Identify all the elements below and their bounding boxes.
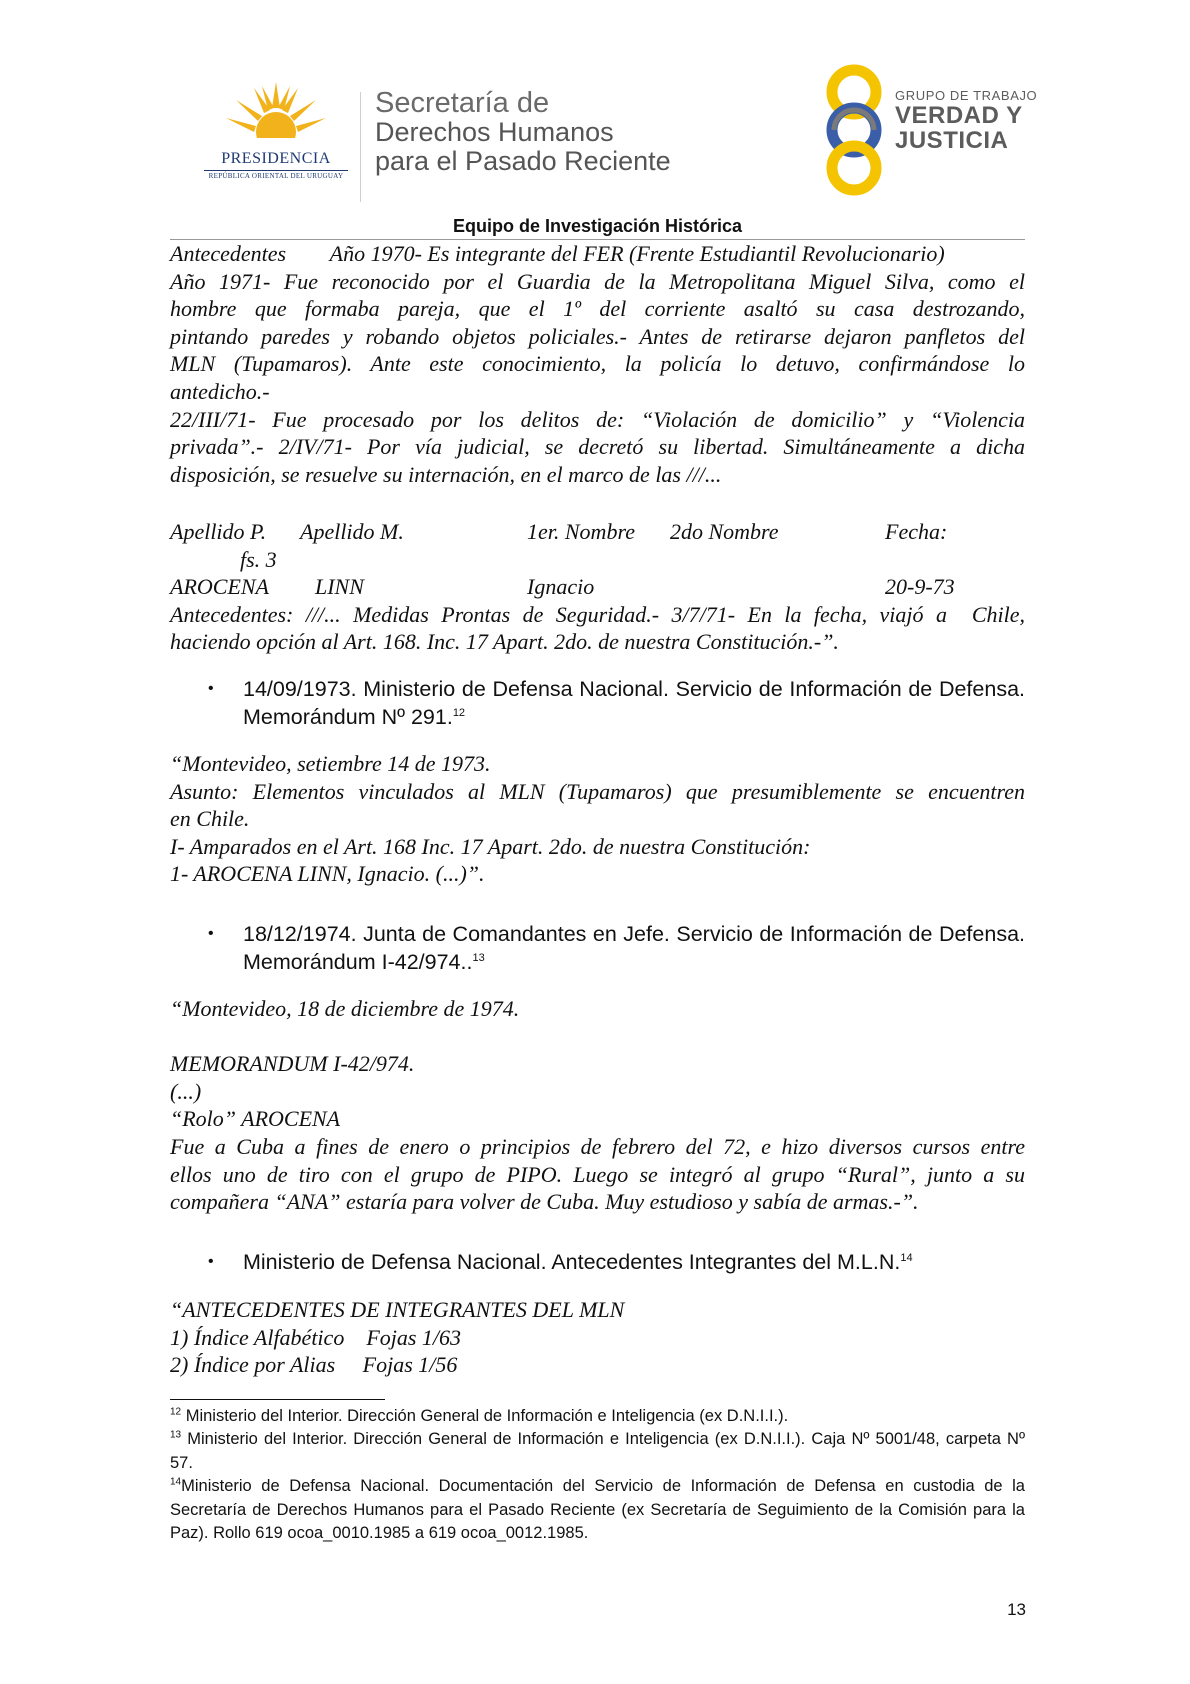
- sun-emblem-icon: [196, 80, 356, 150]
- intro-line: 22/III/71- Fue procesado por los delitos de: “Violación de domicilio” y “Violencia: [170, 406, 1025, 432]
- quote-block: [170, 995, 1025, 1216]
- record-antecedentes-line: Antecedentes: ///... Medidas Prontas de Seguridad.- 3/7/71- En la fecha, viajó a Chile,: [170, 601, 1025, 627]
- header-nombre-2: 2do Nombre: [670, 519, 779, 544]
- presidencia-subtitle: REPÚBLICA ORIENTAL DEL URUGUAY: [208, 172, 344, 180]
- footnote-item: [170, 1475, 1025, 1545]
- quote-line: en Chile.: [170, 806, 250, 832]
- presidencia-rule: [204, 170, 348, 171]
- value-fecha: 20-9-73: [885, 574, 955, 600]
- page-header: [0, 50, 1190, 190]
- footnote-ref[interactable]: 13: [472, 951, 485, 964]
- value-apellido-p: AROCENA: [170, 574, 269, 600]
- page-number: 13: [1007, 1600, 1026, 1619]
- secretaria-line-2: Derechos Humanos: [375, 117, 614, 147]
- record-value-row: [170, 573, 1025, 601]
- bullet-text: 18/12/1974. Junta de Comandantes en Jefe. Servicio de Información de Defensa. Memorándum I-42/974..: [243, 922, 1025, 974]
- quote-line: Asunto: Elementos vinculados al MLN (Tupamaros) que presumiblemente se encuentren: [170, 778, 1025, 804]
- bullet-dot-icon: •: [208, 925, 214, 942]
- bullet-item: [170, 675, 1025, 731]
- presidencia-wordmark: PRESIDENCIA: [221, 150, 331, 167]
- quote-line: compañera “ANA” estaría para volver de Cuba. Muy estudioso y sabía de armas.-”.: [170, 1189, 919, 1215]
- quote-line: 1- AROCENA LINN, Ignacio. (...)”.: [170, 861, 485, 887]
- quote-line: [170, 1023, 1025, 1051]
- footnote-number: 13: [170, 1429, 182, 1441]
- header-divider: [360, 92, 361, 202]
- bullet-item: [170, 920, 1025, 976]
- footnote-ref[interactable]: 12: [452, 706, 466, 719]
- quote-line: 1) Índice Alfabético Fojas 1/63: [170, 1324, 462, 1350]
- header-apellido-p: Apellido P.: [170, 519, 267, 544]
- quote-block: [170, 750, 1025, 888]
- intro-paragraph: [170, 240, 1025, 488]
- footnote-text: Ministerio de Defensa Nacional. Documentación del Servicio de Información de Defensa en custodia de la Secretaría de Derechos Humanos para el Pasado Reciente (ex Secretaría de Seguimiento de la Comisión para la Paz). Rollo 619 ocoa_0010.1985 a 619 ocoa_0012.1985.: [170, 1477, 1025, 1543]
- bullet-item: [170, 1248, 1025, 1276]
- bullet-dot-icon: •: [208, 680, 214, 697]
- record-table: [170, 518, 1025, 656]
- quote-line: 2) Índice por Alias Fojas 1/56: [170, 1352, 458, 1378]
- quote-line: I- Amparados en el Art. 168 Inc. 17 Apart. 2do. de nuestra Constitución:: [170, 833, 811, 859]
- team-title: Equipo de Investigación Histórica: [452, 216, 743, 236]
- secretaria-line-1: Secretaría de: [375, 87, 550, 119]
- intro-line: privada”.- 2/IV/71- Por vía judicial, se decretó su libertad. Simultáneamente a dicha: [170, 434, 1025, 460]
- intro-line: Año 1971- Fue reconocido por el Guardia de la Metropolitana Miguel Silva, como el: [170, 268, 1025, 294]
- quote-line: Fue a Cuba a fines de enero o principios de febrero del 72, e hizo diversos cursos entre: [170, 1133, 1025, 1159]
- quote-block: [170, 1296, 1025, 1379]
- grupo-trabajo-line-3: JUSTICIA: [895, 127, 1009, 154]
- quote-line: MEMORANDUM I-42/974.: [170, 1051, 415, 1077]
- quote-line: “Montevideo, setiembre 14 de 1973.: [170, 751, 491, 776]
- quote-line: ellos uno de tiro con el grupo de PIPO. Luego se integró al grupo “Rural”, junto a su: [170, 1161, 1025, 1187]
- intro-line: hombre que formaba pareja, que el 1º del corriente asaltó su casa destrozando,: [170, 296, 1025, 322]
- footnotes: [170, 1405, 1025, 1545]
- footnote-item: [170, 1428, 1025, 1475]
- footnote-text: Ministerio del Interior. Dirección General de Información e Inteligencia (ex D.N.I.I.). Caja Nº 5001/48, carpeta Nº 57.: [170, 1430, 1025, 1472]
- presidencia-logo: [196, 80, 356, 210]
- grupo-trabajo-line-1: GRUPO DE TRABAJO: [895, 88, 1038, 103]
- secretaria-wordmark: [375, 88, 671, 176]
- bullet-text: Ministerio de Defensa Nacional. Antecedentes Integrantes del M.L.N.: [243, 1250, 901, 1274]
- quote-line: “ANTECEDENTES DE INTEGRANTES DEL MLN: [170, 1297, 625, 1322]
- footnote-number: 12: [170, 1406, 182, 1418]
- grupo-trabajo-wordmark: [895, 88, 1037, 153]
- footnote-ref[interactable]: 14: [900, 1251, 913, 1264]
- header-apellido-m: Apellido M.: [300, 519, 404, 544]
- value-nombre-1: Ignacio: [527, 574, 595, 600]
- header-fs: fs. 3: [240, 546, 277, 572]
- footnote-item: [170, 1405, 1025, 1428]
- intro-line: MLN (Tupamaros). Ante este conocimiento, la policía lo detuvo, confirmándose lo: [170, 351, 1025, 377]
- bullet-dot-icon: •: [208, 1253, 214, 1270]
- header-fecha: Fecha:: [885, 519, 948, 544]
- value-apellido-m: LINN: [315, 574, 364, 600]
- secretaria-line-3: para el Pasado Reciente: [375, 146, 671, 176]
- quote-line: “Montevideo, 18 de diciembre de 1974.: [170, 996, 520, 1021]
- intro-line: pintando paredes y robando objetos policiales.- Antes de retirarse dejaron panfletos del: [170, 323, 1025, 349]
- footnote-separator: [170, 1399, 385, 1400]
- record-fs-row: [170, 546, 1025, 574]
- quote-line: “Rolo” AROCENA: [170, 1106, 341, 1132]
- intro-line: disposición, se resuelve su internación, en el marco de las ///...: [170, 461, 722, 487]
- record-antecedentes-line: haciendo opción al Art. 168. Inc. 17 Apart. 2do. de nuestra Constitución.-”.: [170, 629, 839, 655]
- intro-line: Antecedentes Año 1970- Es integrante del FER (Frente Estudiantil Revolucionario): [170, 241, 945, 266]
- footnote-text: Ministerio del Interior. Dirección General de Información e Inteligencia (ex D.N.I.I.).: [181, 1407, 789, 1425]
- intro-line: antedicho.-: [170, 378, 270, 404]
- bullet-text: 14/09/1973. Ministerio de Defensa Nacional. Servicio de Información de Defensa. Memorándum Nº 291.: [243, 677, 1025, 729]
- grupo-trabajo-line-2: VERDAD Y: [895, 102, 1023, 129]
- footnote-number: 14: [170, 1476, 182, 1488]
- record-header-row: [170, 518, 1025, 546]
- header-nombre-1: 1er. Nombre: [527, 519, 635, 544]
- quote-line: (...): [170, 1078, 202, 1104]
